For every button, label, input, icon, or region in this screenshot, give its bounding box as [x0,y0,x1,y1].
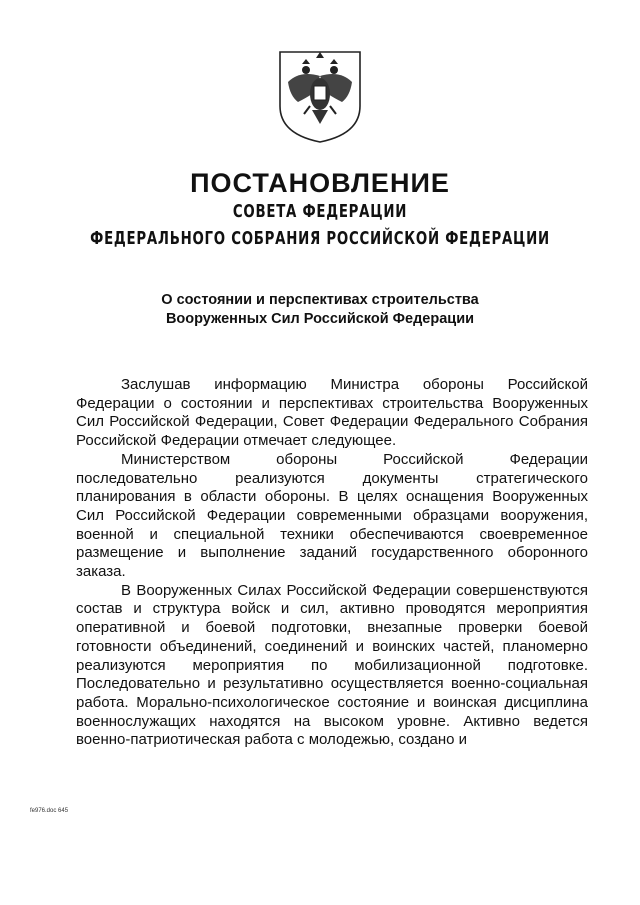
body-paragraph: Заслушав информацию Министра обороны Российской Федерации о состоянии и перспективах строительства Вооруженных Сил Российской Федерации, Совет Федерации Федерального Собрания Российской Федерации отмечает следующее. [76,376,588,450]
body-paragraph: Министерством обороны Российской Федерации последовательно реализуются документы стратегического планирования в области обороны. В целях оснащения Вооруженных Сил Российской Федерации современными образцами вооружения, военной и специальной техники обеспечиваются своевременное размещение и выполнение заданий государственного оборонного заказа. [76,450,588,581]
body-paragraph: В Вооруженных Силах Российской Федерации совершенствуются состав и структура войск и сил, активно проводятся мероприятия оперативной и боевой подготовки, внезапные проверки боевой готовности объединений, соединений и воинских частей, планомерно реализуются мероприятия по мобилизационной подготовке. Последовательно и результативно осуществляется военно-социальная работа. Морально-психологическое состояние и воинская дисциплина военнослужащих находятся на высоком уровне. Активно ведется военно-патриотическая работа с молодежью, создано и [76,581,588,749]
document-title: ПОСТАНОВЛЕНИЕ [190,168,450,198]
coat-of-arms-emblem [276,48,364,144]
issuer-line-1: СОВЕТА ФЕДЕРАЦИИ [232,201,408,222]
subject-line-2: Вооруженных Сил Российской Федерации [165,311,475,327]
subject-line-1: О состоянии и перспективах строительства [161,292,479,308]
document-body [76,376,588,750]
issuer-line-2: ФЕДЕРАЛЬНОГО СОБРАНИЯ РОССИЙСКОЙ ФЕДЕРАЦИИ [90,228,550,249]
file-code: fe976.doc 645 [30,808,69,814]
russian-coat-of-arms-icon [276,48,364,144]
